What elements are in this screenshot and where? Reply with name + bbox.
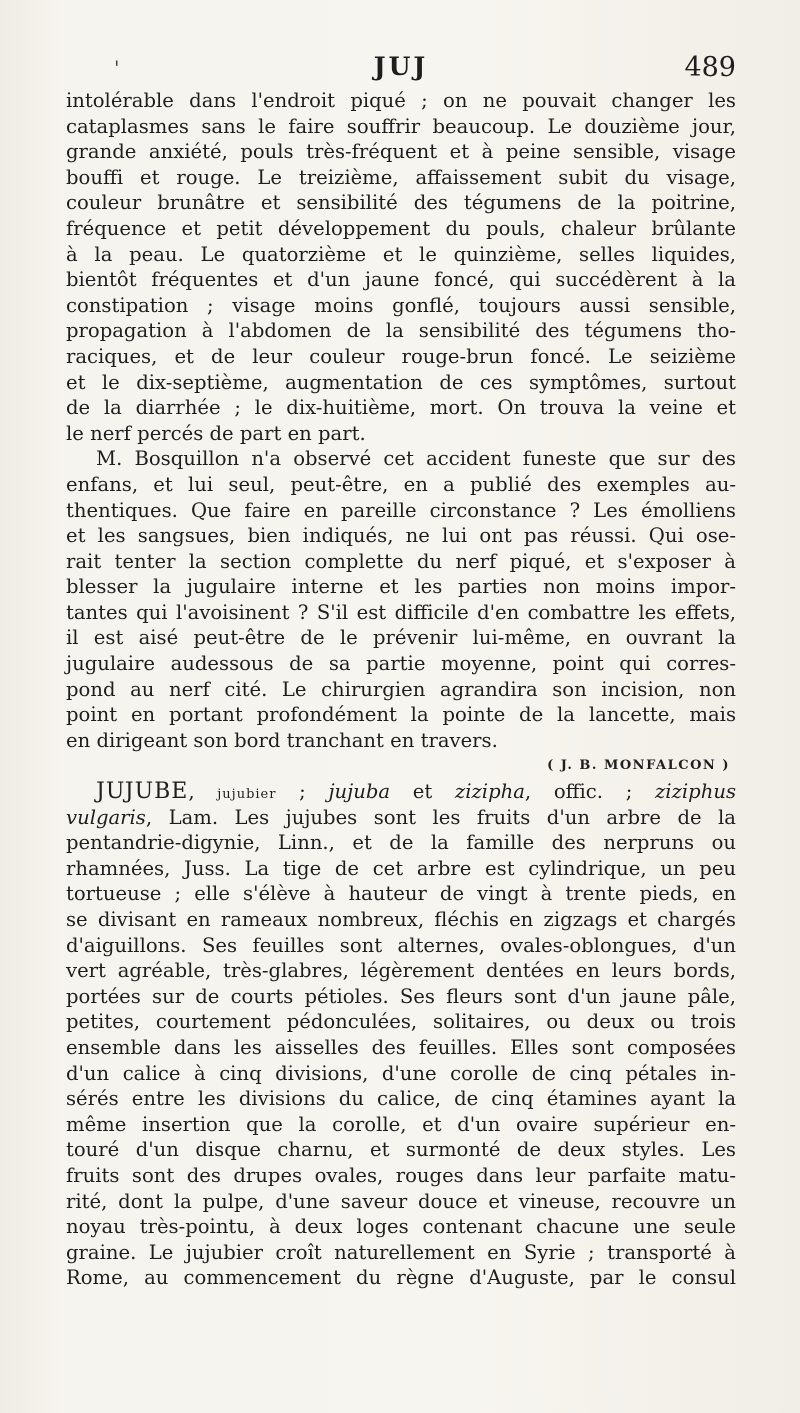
text-line: tantes qui l'avoisinent ? S'il est difficile d'en combattre les effets,: [66, 600, 736, 624]
text-line: fréquence et petit développement du pouls, chaleur brûlante: [66, 216, 736, 240]
page-header: [66, 52, 736, 92]
text-line: graine. Le jujubier croît naturellement en Syrie ; transporté à: [66, 1240, 736, 1264]
text-line: petites, courtement pédonculées, solitaires, ou deux ou trois: [66, 1010, 736, 1034]
text-line: rait tenter la section complette du nerf piqué, et s'exposer à: [66, 549, 736, 573]
text-line: pentandrie-digynie, Linn., et de la famille des nerpruns ou: [66, 831, 736, 855]
entry-headword: JUJUBE: [96, 779, 189, 805]
text-line: propagation à l'abdomen de la sensibilité des tégumens tho-: [66, 319, 736, 343]
text-line: à la peau. Le quatorzième et le quinzième, selles liquides,: [66, 242, 736, 266]
printer-mark: ': [114, 56, 120, 80]
text-line: M. Bosquillon n'a observé cet accident funeste que sur des: [96, 447, 736, 471]
punctuation: ,: [188, 780, 218, 804]
text-line: pond au nerf cité. Le chirurgien agrandira son incision, non: [66, 677, 736, 701]
text-line: se divisant en rameaux nombreux, fléchis en zigzags et chargés: [66, 908, 736, 931]
page-number: 489: [684, 52, 736, 83]
text-line: [66, 805, 736, 831]
latin-name: vulgaris: [66, 805, 146, 829]
conjunction: et: [390, 780, 455, 804]
latin-name: ziziphus: [654, 780, 736, 804]
punctuation: ;: [276, 780, 329, 804]
text-line: vert agréable, très-glabres, légèrement dentées en leurs bords,: [66, 959, 736, 983]
entry-jujube: [66, 779, 736, 1291]
text-line: couleur brunâtre et sensibilité des tégumens de la poitrine,: [66, 191, 736, 215]
text-line: intolérable dans l'endroit piqué ; on ne pouvait changer les: [66, 89, 736, 112]
text-line: ensemble dans les aisselles des feuilles. Elles sont composées: [66, 1035, 736, 1059]
text-line: rité, dont la pulpe, d'une saveur douce et vineuse, recouvre un: [66, 1189, 736, 1213]
running-head: JUJ: [373, 52, 429, 81]
text-line: point en portant profondément la pointe de la lancette, mais: [66, 703, 736, 727]
text-line: même insertion que la corolle, et d'un ovaire supérieur en-: [66, 1112, 736, 1136]
text-line: grande anxiété, pouls très-fréquent et à peine sensible, visage: [66, 140, 736, 164]
entry-first-line: [66, 779, 736, 805]
text-line: d'aiguillons. Ses feuilles sont alternes, ovales-oblongues, d'un: [66, 933, 736, 957]
text-line: rhamnées, Juss. La tige de cet arbre est cylindrique, un peu: [66, 856, 736, 880]
text-line: thentiques. Que faire en pareille circonstance ? Les émolliens: [66, 498, 736, 522]
paragraph-commentary: [66, 446, 736, 779]
text-line: sérés entre les divisions du calice, de cinq étamines ayant la: [66, 1087, 736, 1111]
text-line: et les sangsues, bien indiqués, ne lui ont pas réussi. Qui ose-: [66, 524, 736, 548]
text-run: , Lam. Les jujubes sont les fruits d'un arbre de la: [145, 805, 736, 829]
page-body: [66, 88, 736, 1291]
text-line: le nerf percés de part en part.: [66, 421, 366, 445]
author-signature: ( J. B. MONFALCON ): [547, 758, 730, 774]
latin-name: jujuba: [328, 780, 391, 804]
text-line: bouffi et rouge. Le treizième, affaissement subit du visage,: [66, 165, 736, 189]
text-line: jugulaire audessous de sa partie moyenne, point qui corres-: [66, 652, 736, 676]
text-line: raciques, et de leur couleur rouge-brun foncé. Le seizième: [66, 344, 736, 368]
text-line: constipation ; visage moins gonflé, toujours aussi sensible,: [66, 293, 736, 317]
text-line: tortueuse ; elle s'élève à hauteur de vingt à trente pieds, en: [66, 882, 736, 906]
text-line: blesser la jugulaire interne et les parties non moins impor-: [66, 575, 736, 599]
text-line: noyau très-pointu, à deux loges contenant chacune une seule: [66, 1215, 736, 1239]
french-synonym: jujubier: [217, 787, 277, 803]
text-line: il est aisé peut-être de le prévenir lui-même, en ouvrant la: [66, 626, 736, 650]
text-line: touré d'un disque charnu, et surmonté de deux styles. Les: [66, 1138, 736, 1162]
latin-name: zizipha: [454, 780, 525, 804]
text-line: Rome, au commencement du règne d'Auguste, par le consul: [66, 1266, 736, 1290]
paragraph-case-report: [66, 88, 736, 446]
text-line: en dirigeant son bord tranchant en travers.: [66, 728, 498, 752]
text-line: fruits sont des drupes ovales, rouges dans leur parfaite matu-: [66, 1163, 736, 1187]
text-line: d'un calice à cinq divisions, d'une corolle de cinq pétales in-: [66, 1061, 736, 1085]
text-line: bientôt fréquentes et d'un jaune foncé, qui succédèrent à la: [66, 268, 736, 292]
text-line: et le dix-septième, augmentation de ces symptômes, surtout: [66, 370, 736, 394]
text-line: de la diarrhée ; le dix-huitième, mort. On trouva la veine et: [66, 396, 736, 420]
text-line: enfans, et lui seul, peut-être, en a publié des exemples au-: [66, 472, 736, 496]
punctuation: , offic. ;: [524, 780, 655, 804]
text-line: portées sur de courts pétioles. Ses fleurs sont d'un jaune pâle,: [66, 984, 736, 1008]
text-line: cataplasmes sans le faire souffrir beaucoup. Le douzième jour,: [66, 114, 736, 138]
